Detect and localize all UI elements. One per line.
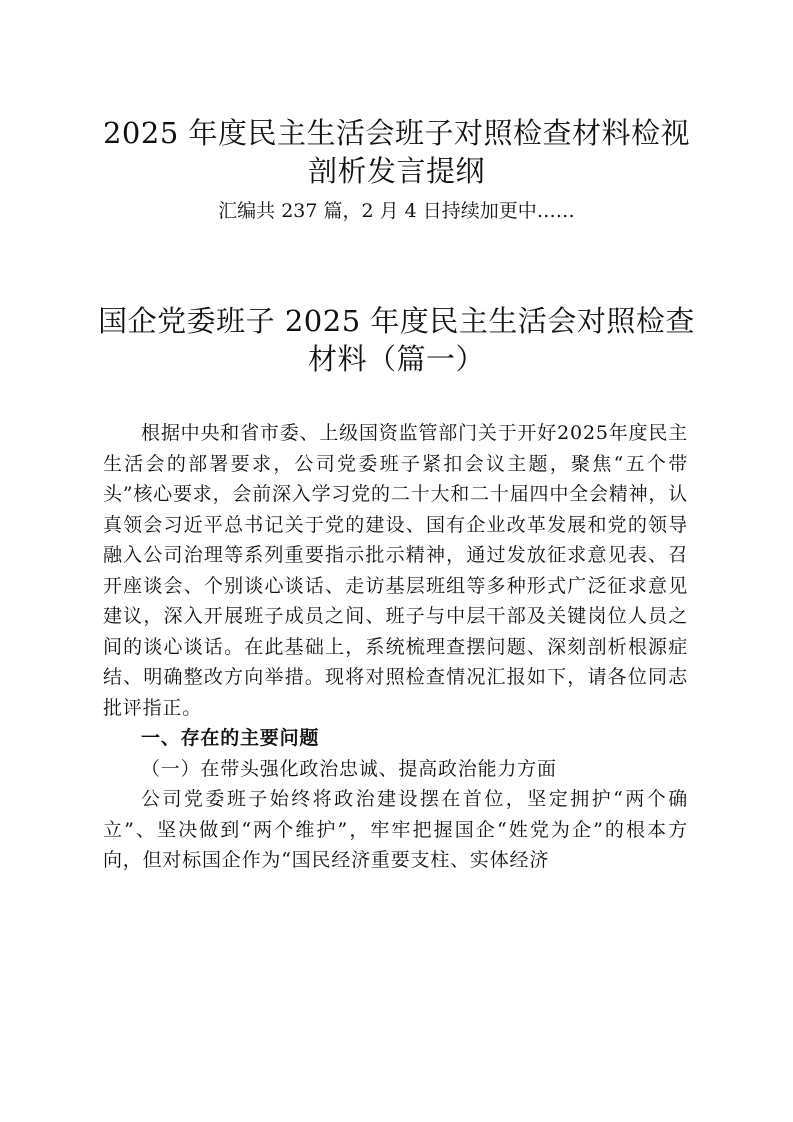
main-title bbox=[90, 114, 703, 190]
section-heading-problems: 一、存在的主要问题 bbox=[141, 727, 320, 749]
article-title-line-1: 国企党委班子 2025 年度民主生活会对照检查 bbox=[98, 304, 695, 338]
compilation-subtitle: 汇编共 237 篇，2 月 4 日持续加更中…… bbox=[218, 200, 575, 222]
intro-paragraph: 根据中央和省市委、上级国资监管部门关于开好2025年度民主生活会的部署要求，公司党委班子紧扣会议主题，聚焦“五个带头”核心要求，会前深入学习党的二十大和二十届四中全会精神，认真领会习近平总书记关于党的建设、国有企业改革发展和党的领导融入公司治理等系列重要指示批示精神，通过发放征求意见表、召开座谈会、个别谈心谈话、走访基层班组等多种形式广泛征求意见建议，深入开展班子成员之间、班子与中层干部及关键岗位人员之间的谈心谈话。在此基础上，系统梳理查摆问题、深刻剖析根源症结、明确整改方向举措。现将对照检查情况汇报如下，请各位同志批评指正。 bbox=[103, 422, 688, 719]
main-title-line-1: 2025 年度民主生活会班子对照检查材料检视 bbox=[102, 116, 691, 150]
subsection-heading-political-loyalty: （一）在带头强化政治忠诚、提高政治能力方面 bbox=[141, 757, 557, 780]
main-title-line-2: 剖析发言提纲 bbox=[307, 154, 485, 188]
article-title-line-2: 材料（篇一） bbox=[307, 342, 485, 376]
body-paragraph: 公司党委班子始终将政治建设摆在首位，坚定拥护“两个确立”、坚决做到“两个维护”，牢牢把握国企“姓党为企”的根本方向，但对标国企作为“国民经济重要支柱、实体经济 bbox=[103, 788, 688, 871]
article-title bbox=[90, 302, 703, 378]
article-body bbox=[103, 418, 688, 876]
